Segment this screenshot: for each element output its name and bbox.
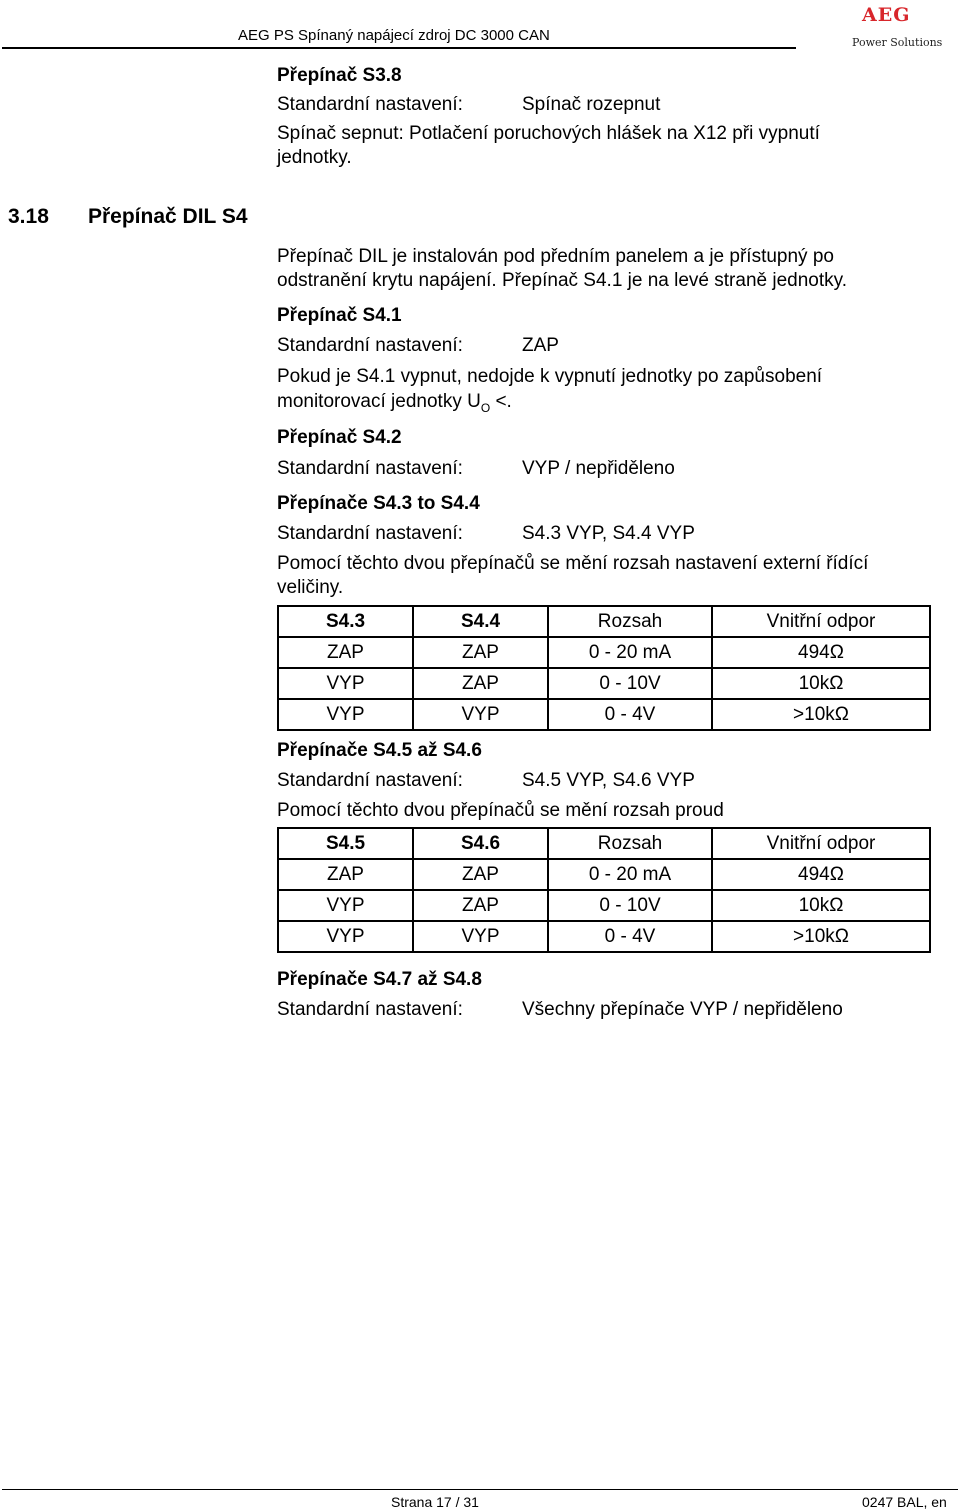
table-cell: 0 - 10V bbox=[548, 890, 712, 921]
s45-label: Standardní nastavení: bbox=[277, 770, 463, 791]
s45-range-table bbox=[277, 827, 931, 953]
table-cell: ZAP bbox=[278, 637, 413, 668]
table-cell: 494Ω bbox=[712, 859, 930, 890]
table-cell: ZAP bbox=[278, 859, 413, 890]
table-header-cell: Vnitřní odpor bbox=[712, 606, 930, 637]
table-cell: VYP bbox=[278, 699, 413, 730]
table-cell: ZAP bbox=[413, 637, 548, 668]
table-row bbox=[278, 668, 930, 699]
table-header-cell: S4.3 bbox=[278, 606, 413, 637]
s43-note-line1: Pomocí těchto dvou přepínačů se mění rozsah nastavení externí řídící bbox=[277, 553, 869, 574]
section-title: Přepínač DIL S4 bbox=[88, 205, 248, 228]
table-header-cell: Rozsah bbox=[548, 606, 712, 637]
s41-note-line2 bbox=[277, 390, 512, 420]
s45-value: S4.5 VYP, S4.6 VYP bbox=[522, 770, 695, 791]
table-row bbox=[278, 921, 930, 952]
s42-value: VYP / nepřiděleno bbox=[522, 458, 675, 479]
header-title: AEG PS Spínaný napájecí zdroj DC 3000 CAN bbox=[238, 27, 550, 44]
s43-heading: Přepínače S4.3 to S4.4 bbox=[277, 493, 480, 514]
intro-line1: Přepínač DIL je instalován pod předním panelem a je přístupný po bbox=[277, 246, 834, 267]
s47-value: Všechny přepínače VYP / nepřiděleno bbox=[522, 999, 843, 1020]
table-cell: VYP bbox=[413, 699, 548, 730]
s38-note-line1: Spínač sepnut: Potlačení poruchových hlášek na X12 při vypnutí bbox=[277, 123, 820, 144]
table-cell: VYP bbox=[278, 668, 413, 699]
table-row bbox=[278, 859, 930, 890]
table-header-cell: S4.5 bbox=[278, 828, 413, 859]
table-cell: 0 - 20 mA bbox=[548, 859, 712, 890]
s43-note-line2: veličiny. bbox=[277, 577, 344, 598]
s47-heading: Přepínače S4.7 až S4.8 bbox=[277, 969, 482, 990]
table-header-cell: S4.4 bbox=[413, 606, 548, 637]
s45-heading: Přepínače S4.5 až S4.6 bbox=[277, 740, 482, 761]
s38-label: Standardní nastavení: bbox=[277, 94, 463, 115]
logo-text: AEG bbox=[862, 4, 911, 26]
table-header-cell: S4.6 bbox=[413, 828, 548, 859]
s43-range-table bbox=[277, 605, 931, 731]
table-row bbox=[278, 637, 930, 668]
logo-subtext: Power Solutions bbox=[852, 36, 943, 49]
document-id: 0247 BAL, en bbox=[862, 1494, 947, 1510]
table-cell: 0 - 4V bbox=[548, 921, 712, 952]
table-cell: 0 - 20 mA bbox=[548, 637, 712, 668]
s43-value: S4.3 VYP, S4.4 VYP bbox=[522, 523, 695, 544]
table-cell: ZAP bbox=[413, 859, 548, 890]
s38-note-line2: jednotky. bbox=[277, 147, 352, 168]
table-cell: VYP bbox=[278, 921, 413, 952]
table-header-cell: Rozsah bbox=[548, 828, 712, 859]
footer-divider bbox=[2, 1489, 958, 1490]
table-cell: >10kΩ bbox=[712, 921, 930, 952]
s43-label: Standardní nastavení: bbox=[277, 523, 463, 544]
table-cell: >10kΩ bbox=[712, 699, 930, 730]
page-number: Strana 17 / 31 bbox=[391, 1494, 479, 1510]
table-cell: ZAP bbox=[413, 890, 548, 921]
header-divider bbox=[2, 47, 796, 49]
table-cell: VYP bbox=[413, 921, 548, 952]
s45-note: Pomocí těchto dvou přepínačů se mění rozsah proud bbox=[277, 800, 724, 821]
s42-label: Standardní nastavení: bbox=[277, 458, 463, 479]
table-row bbox=[278, 890, 930, 921]
s41-value: ZAP bbox=[522, 335, 559, 356]
table-cell: ZAP bbox=[413, 668, 548, 699]
s41-label: Standardní nastavení: bbox=[277, 335, 463, 356]
table-cell: 494Ω bbox=[712, 637, 930, 668]
intro-line2: odstranění krytu napájení. Přepínač S4.1 je na levé straně jednotky. bbox=[277, 270, 847, 291]
s47-label: Standardní nastavení: bbox=[277, 999, 463, 1020]
table-cell: 0 - 10V bbox=[548, 668, 712, 699]
s42-heading: Přepínač S4.2 bbox=[277, 427, 402, 448]
s41-heading: Přepínač S4.1 bbox=[277, 305, 402, 326]
s41-note-suffix: <. bbox=[490, 391, 512, 412]
table-header-cell: Vnitřní odpor bbox=[712, 828, 930, 859]
table-cell: 10kΩ bbox=[712, 668, 930, 699]
s41-note-sub: O bbox=[480, 400, 491, 415]
s38-value: Spínač rozepnut bbox=[522, 94, 661, 115]
table-cell: VYP bbox=[278, 890, 413, 921]
table-header-row bbox=[278, 606, 930, 637]
table-row bbox=[278, 699, 930, 730]
table-cell: 0 - 4V bbox=[548, 699, 712, 730]
s41-note-line1: Pokud je S4.1 vypnut, nedojde k vypnutí jednotky po zapůsobení bbox=[277, 366, 823, 387]
s41-note-prefix: monitorovací jednotky U bbox=[277, 391, 481, 412]
aeg-logo bbox=[840, 2, 950, 52]
table-header-row bbox=[278, 828, 930, 859]
table-cell: 10kΩ bbox=[712, 890, 930, 921]
section-number: 3.18 bbox=[8, 205, 49, 228]
s38-heading: Přepínač S3.8 bbox=[277, 65, 402, 86]
